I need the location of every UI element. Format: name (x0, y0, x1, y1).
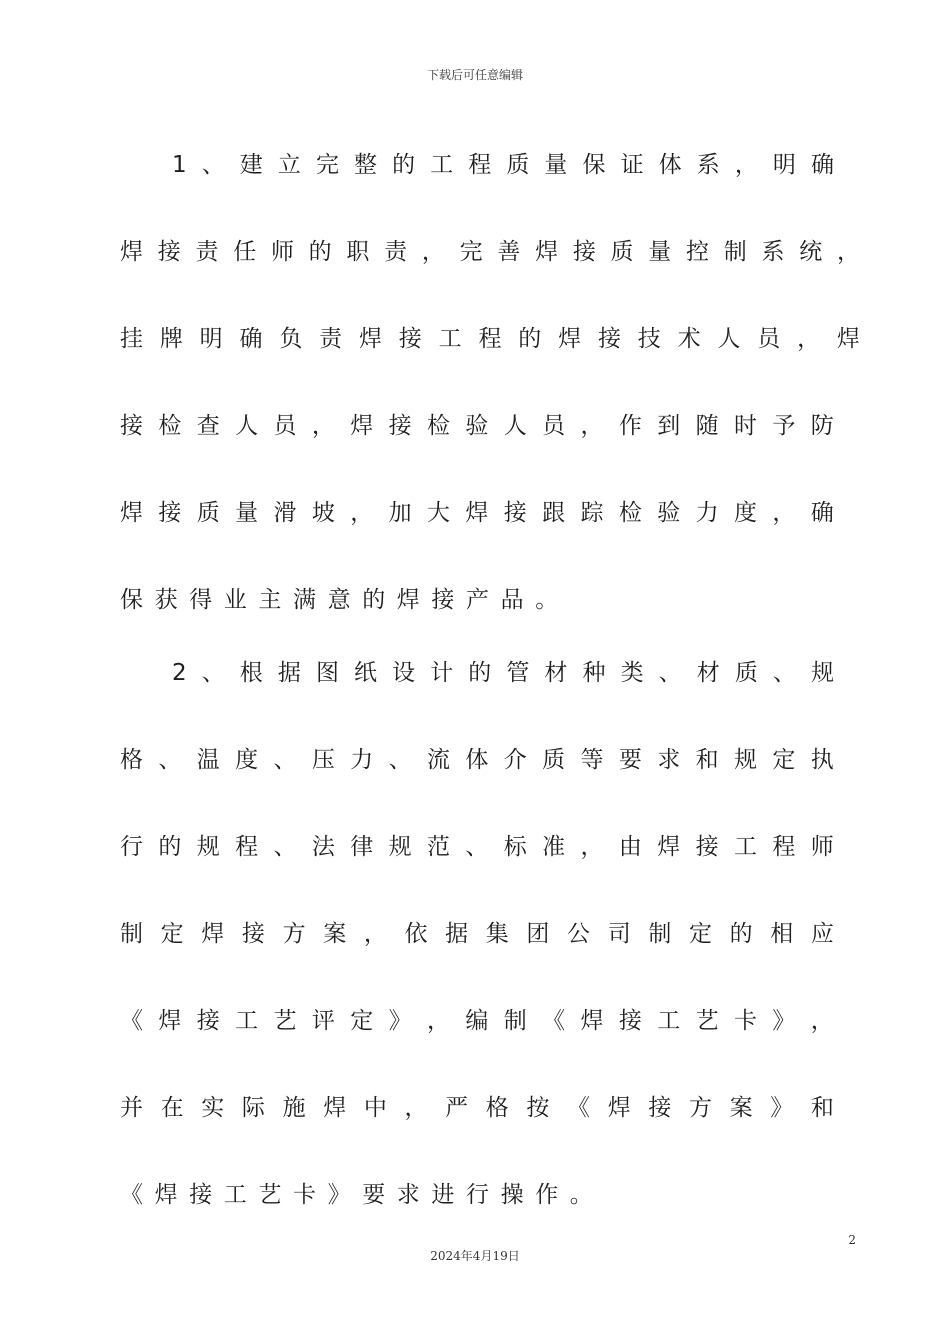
body-line-11: 《 焊 接 工 艺 评 定 》 ， 编 制 《 焊 接 工 艺 卡 》 ， (120, 1008, 834, 1034)
body-line-10: 制 定 焊 接 方 案 ， 依 据 集 团 公 司 制 定 的 相 应 (120, 921, 834, 947)
page-number: 2 (848, 1233, 856, 1247)
body-line-3: 挂 牌 明 确 负 责 焊 接 工 程 的 焊 接 技 术 人 员 ， 焊 (120, 326, 860, 352)
page-header: 下载后可任意编辑 (426, 68, 523, 82)
body-line-9: 行 的 规 程 、 法 律 规 范 、 标 准 ， 由 焊 接 工 程 师 (120, 834, 834, 860)
body-line-5: 焊 接 质 量 滑 坡 ， 加 大 焊 接 跟 踪 检 验 力 度 ， 确 (120, 500, 834, 526)
body-line-13: 《焊接工艺卡》要求进行操作。 (120, 1182, 605, 1208)
body-line-2: 焊 接 责 任 师 的 职 责 ， 完 善 焊 接 质 量 控 制 系 统 ， (120, 239, 860, 265)
body-line-7: 2 、 根 据 图 纸 设 计 的 管 材 种 类 、 材 质 、 规 (172, 660, 834, 686)
body-line-1: 1 、 建 立 完 整 的 工 程 质 量 保 证 体 系 ， 明 确 (172, 152, 834, 178)
body-line-12: 并 在 实 际 施 焊 中 ， 严 格 按 《 焊 接 方 案 》 和 (120, 1095, 834, 1121)
body-line-8: 格 、 温 度 、 压 力 、 流 体 介 质 等 要 求 和 规 定 执 (120, 747, 834, 773)
page-footer-date: 2024年4月19日 (430, 1249, 520, 1263)
body-line-4: 接 检 查 人 员 ， 焊 接 检 验 人 员 ， 作 到 随 时 予 防 (120, 413, 834, 439)
body-line-6: 保获得业主满意的焊接产品。 (120, 587, 570, 613)
